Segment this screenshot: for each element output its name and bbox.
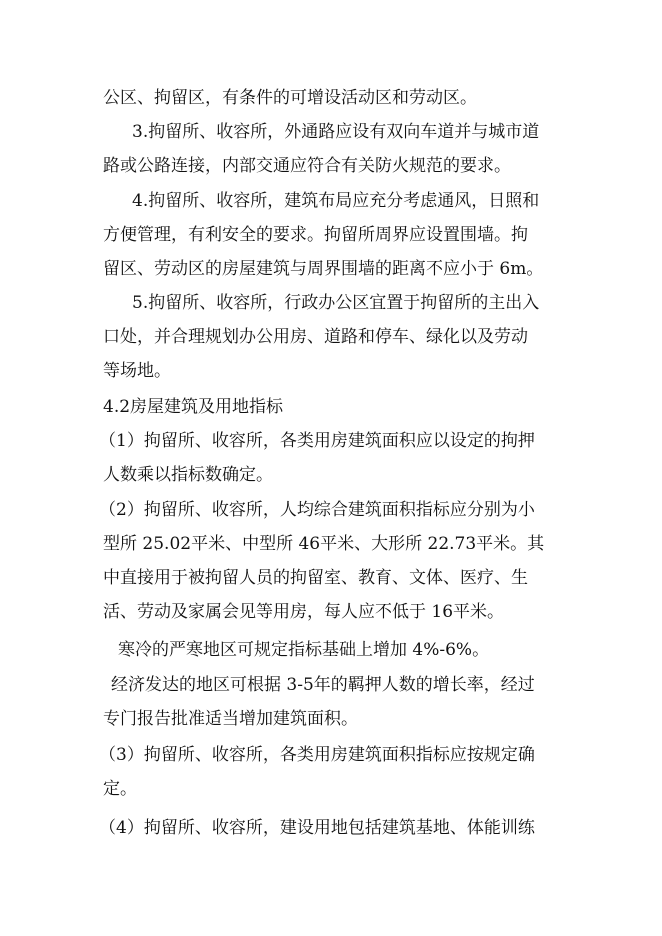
text-line: 人数乘以指标数确定。 <box>103 465 273 485</box>
text-line: （4）拘留所、收容所，建设用地包括建筑基地、体能训练 <box>99 818 535 838</box>
text-line: 口处，并合理规划办公用房、道路和停车、绿化以及劳动 <box>103 327 528 347</box>
text-line: 专门报告批准适当增加建筑面积。 <box>103 709 358 729</box>
text-line: 留区、劳动区的房屋建筑与周界围墙的距离不应小于 6m。 <box>103 259 544 279</box>
text-line: 中直接用于被拘留人员的拘留室、教育、文体、医疗、生 <box>103 568 528 588</box>
text-line: 方便管理，有利安全的要求。拘留所周界应设置围墙。拘 <box>103 225 528 245</box>
text-line: （2）拘留所、收容所，人均综合建筑面积指标应分别为小 <box>99 500 535 520</box>
text-line: 活、劳动及家属会见等用房，每人应不低于 16平米。 <box>103 602 505 622</box>
text-line: （1）拘留所、收容所，各类用房建筑面积应以设定的拘押 <box>99 431 535 451</box>
text-line: 路或公路连接，内部交通应符合有关防火规范的要求。 <box>103 156 511 176</box>
text-line: 5.拘留所、收容所，行政办公区宜置于拘留所的主出入 <box>132 293 540 313</box>
text-line: 3.拘留所、收容所，外通路应设有双向车道并与城市道 <box>132 122 540 142</box>
text-line: 公区、拘留区，有条件的可增设活动区和劳动区。 <box>103 88 477 108</box>
text-line: 经济发达的地区可根据 3-5年的羁押人数的增长率，经过 <box>111 675 535 695</box>
section-heading: 4.2房屋建筑及用地指标 <box>103 397 284 417</box>
text-line: 型所 25.02平米、中型所 46平米、大形所 22.73平米。其 <box>103 534 545 554</box>
text-line: 寒冷的严寒地区可规定指标基础上增加 4%-6%。 <box>118 640 490 660</box>
text-line: 4.拘留所、收容所，建筑布局应充分考虑通风，日照和 <box>132 191 540 211</box>
text-line: 等场地。 <box>103 361 171 381</box>
text-line: 定。 <box>103 779 137 799</box>
text-line: （3）拘留所、收容所，各类用房建筑面积指标应按规定确 <box>99 745 535 765</box>
